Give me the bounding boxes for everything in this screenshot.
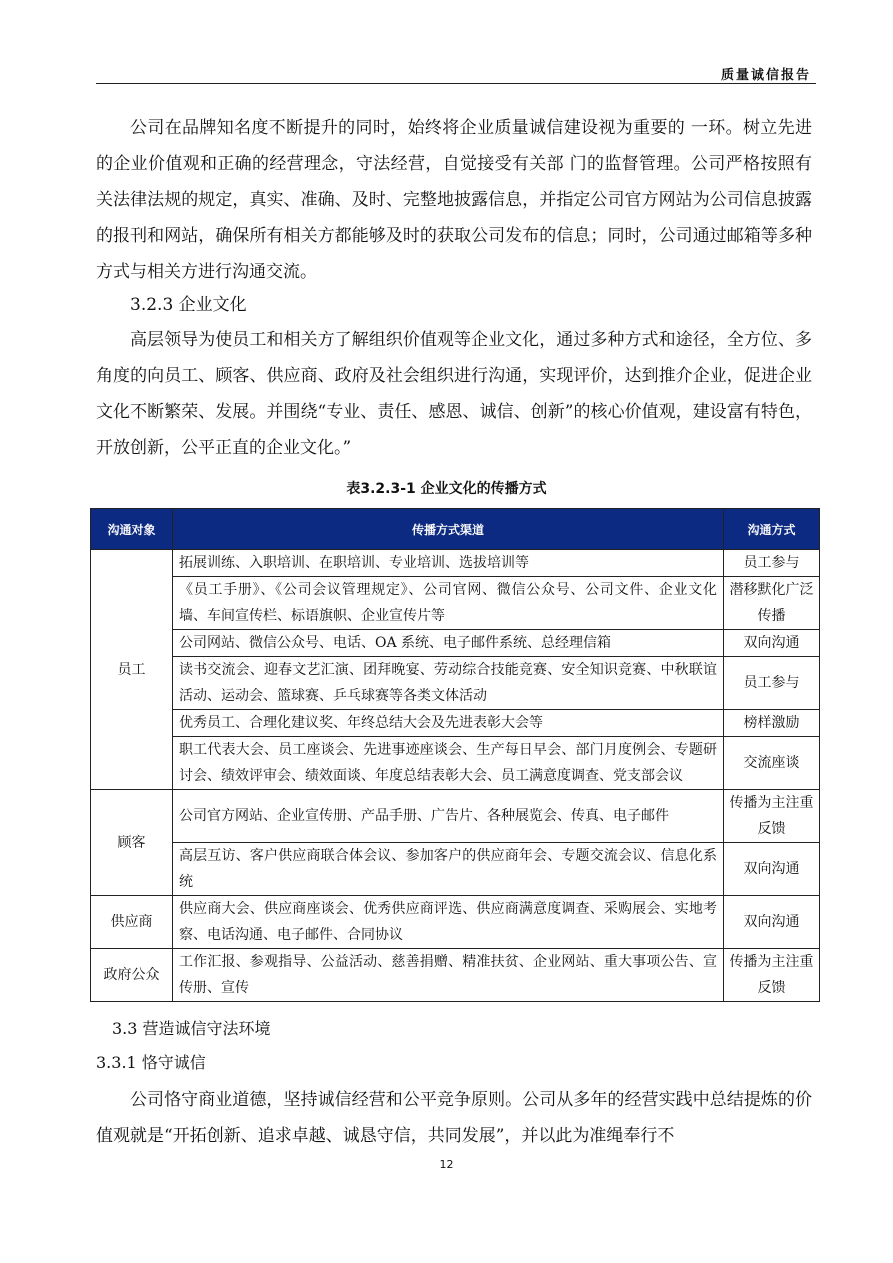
mode-cell: 榜样激励 xyxy=(724,710,820,737)
header-cell-mode: 沟通方式 xyxy=(724,509,820,550)
header-cell-channels: 传播方式渠道 xyxy=(173,509,724,550)
report-header-title: 质量诚信报告 xyxy=(720,68,811,83)
table-row xyxy=(91,710,820,737)
section-heading-3-3-1: 3.3.1 恪守诚信 xyxy=(96,1053,206,1072)
mode-cell: 交流座谈 xyxy=(724,737,820,790)
channels-cell: 读书交流会、迎春文艺汇演、团拜晚宴、劳动综合技能竞赛、安全知识竞赛、中秋联谊活动、运动会、篮球赛、乒乓球赛等各类文体活动 xyxy=(173,657,724,710)
object-cell-customers: 顾客 xyxy=(91,790,173,896)
channels-cell: 供应商大会、供应商座谈会、优秀供应商评选、供应商满意度调查、采购展会、实地考察、电话沟通、电子邮件、合同协议 xyxy=(173,896,724,949)
channels-cell: 公司官方网站、企业宣传册、产品手册、广告片、各种展览会、传真、电子邮件 xyxy=(173,790,724,843)
section-heading-3-3: 3.3 营造诚信守法环境 xyxy=(112,1019,271,1038)
table-row xyxy=(91,843,820,896)
table-header-row xyxy=(91,509,820,550)
table-row xyxy=(91,790,820,843)
channels-cell: 工作汇报、参观指导、公益活动、慈善捐赠、精准扶贫、企业网站、重大事项公告、宣传册、宣传 xyxy=(173,949,724,1002)
channels-cell: 公司网站、微信公众号、电话、OA 系统、电子邮件系统、总经理信箱 xyxy=(173,630,724,657)
mode-cell: 传播为主注重反馈 xyxy=(724,790,820,843)
mode-cell: 员工参与 xyxy=(724,657,820,710)
section-heading-3-2-3: 3.2.3 企业文化 xyxy=(130,295,247,315)
channels-cell: 拓展训练、入职培训、在职培训、专业培训、选拔培训等 xyxy=(173,550,724,577)
channels-cell: 职工代表大会、员工座谈会、先进事迹座谈会、生产每日早会、部门月度例会、专题研讨会、绩效评审会、绩效面谈、年度总结表彰大会、员工满意度调查、党支部会议 xyxy=(173,737,724,790)
table-row xyxy=(91,630,820,657)
mode-cell: 双向沟通 xyxy=(724,630,820,657)
mode-cell: 潜移默化广泛传播 xyxy=(724,577,820,630)
table-row xyxy=(91,657,820,710)
header-cell-object: 沟通对象 xyxy=(91,509,173,550)
object-cell-employees: 员工 xyxy=(91,550,173,790)
table-row xyxy=(91,737,820,790)
table-row xyxy=(91,949,820,1002)
culture-communication-table xyxy=(90,508,820,1002)
mode-cell: 员工参与 xyxy=(724,550,820,577)
channels-cell: 高层互访、客户供应商联合体会议、参加客户的供应商年会、专题交流会议、信息化系统 xyxy=(173,843,724,896)
paragraph-integrity: 公司恪守商业道德，坚持诚信经营和公平竞争原则。公司从多年的经营实践中总结提炼的价值观就是“开拓创新、追求卓越、诚恳守信，共同发展”，并以此为准绳奉行不 xyxy=(96,1090,812,1146)
mode-cell: 传播为主注重反馈 xyxy=(724,949,820,1002)
paragraph-quality-integrity: 公司在品牌知名度不断提升的同时，始终将企业质量诚信建设视为重要的 一环。树立先进的企业价值观和正确的经营理念，守法经营，自觉接受有关部 门的监督管理。公司严格按照有关法律法规的规定，真实、准确、及时、完整地披露信息，并指定公司官方网站为公司信息披露的报刊和网站，确保所有相关方都能够及时的获取公司发布的信息；同时，公司通过邮箱等多种方式与相关方进行沟通交流。 xyxy=(96,118,812,282)
table-caption: 表3.2.3-1 企业文化的传播方式 xyxy=(346,481,547,497)
mode-cell: 双向沟通 xyxy=(724,843,820,896)
table-row xyxy=(91,550,820,577)
page-number: 12 xyxy=(439,1158,454,1171)
channels-cell: 《员工手册》、《公司会议管理规定》、公司官网、微信公众号、公司文件、企业文化墙、车间宣传栏、标语旗帜、企业宣传片等 xyxy=(173,577,724,630)
header-divider xyxy=(96,83,816,84)
object-cell-suppliers: 供应商 xyxy=(91,896,173,949)
paragraph-corporate-culture: 高层领导为使员工和相关方了解组织价值观等企业文化，通过多种方式和途径，全方位、多角度的向员工、顾客、供应商、政府及社会组织进行沟通，实现评价，达到推介企业，促进企业文化不断繁荣、发展。并围绕“专业、责任、感恩、诚信、创新”的核心价值观，建设富有特色，开放创新，公平正直的企业文化。” xyxy=(96,330,812,458)
table-row xyxy=(91,577,820,630)
mode-cell: 双向沟通 xyxy=(724,896,820,949)
object-cell-government-public: 政府公众 xyxy=(91,949,173,1002)
table-row xyxy=(91,896,820,949)
channels-cell: 优秀员工、合理化建议奖、年终总结大会及先进表彰大会等 xyxy=(173,710,724,737)
